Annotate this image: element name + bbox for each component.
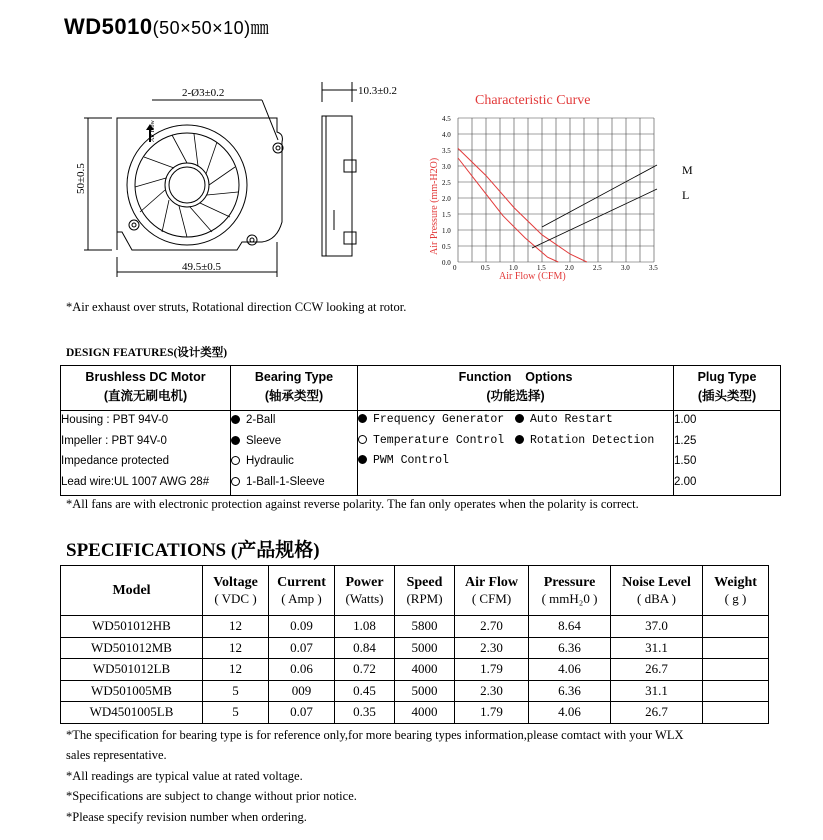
spec-col-header xyxy=(203,566,269,616)
spec-col-header xyxy=(455,566,529,616)
table-cell xyxy=(703,659,769,681)
width-dim-label: 49.5±0.5 xyxy=(182,261,222,273)
function-item: Temperature Control xyxy=(373,433,505,447)
change-notice-note: *Specifications are subject to change without prior notice. xyxy=(66,789,357,803)
table-cell: 26.7 xyxy=(611,659,703,681)
bearing-item: Sleeve xyxy=(246,434,282,447)
motor-item: Lead wire:UL 1007 AWG 28# xyxy=(61,475,210,488)
table-cell: 5000 xyxy=(395,680,455,702)
product-title xyxy=(64,14,269,40)
plug-item: 1.25 xyxy=(674,434,697,447)
function-header-cn: (功能选择) xyxy=(486,389,545,403)
bearing-header-label: Bearing Type xyxy=(254,370,334,384)
y-tick-label: 2.5 xyxy=(442,179,451,187)
spec-col-name: Air Flow xyxy=(464,574,518,590)
table-cell: WD501012HB xyxy=(61,616,203,638)
airflow-label: Air Flow xyxy=(150,120,156,142)
table-cell: 31.1 xyxy=(611,637,703,659)
table-cell: 0.45 xyxy=(335,680,395,702)
fan-side-drawing xyxy=(312,80,422,270)
table-cell: 0.06 xyxy=(269,659,335,681)
table-cell xyxy=(703,616,769,638)
filled-bullet-icon xyxy=(515,435,524,444)
table-cell: 37.0 xyxy=(611,616,703,638)
spec-col-name: Model xyxy=(112,582,151,598)
hollow-bullet-icon xyxy=(358,435,367,444)
air-exhaust-note: *Air exhaust over struts, Rotational direction CCW looking at rotor. xyxy=(66,300,407,314)
table-cell: 0.35 xyxy=(335,702,395,724)
table-row xyxy=(61,702,769,724)
hollow-bullet-icon xyxy=(231,456,240,465)
table-cell: WD501005MB xyxy=(61,680,203,702)
bearing-reference-note-cont: sales representative. xyxy=(66,748,167,762)
table-cell: 0.72 xyxy=(335,659,395,681)
motor-cell xyxy=(61,411,231,496)
characteristic-curve-chart xyxy=(425,85,705,285)
table-cell: 4000 xyxy=(395,702,455,724)
table-cell: 009 xyxy=(269,680,335,702)
filled-bullet-icon xyxy=(358,455,367,464)
spec-col-unit: (RPM) xyxy=(406,590,443,606)
series-line-m xyxy=(458,148,587,262)
table-row xyxy=(61,616,769,638)
y-tick-label: 3.5 xyxy=(442,147,451,155)
spec-col-unit: ( CFM) xyxy=(471,590,512,606)
motor-item: Impeller : PBT 94V-0 xyxy=(61,434,167,447)
spec-col-header xyxy=(269,566,335,616)
spec-col-header xyxy=(61,566,203,616)
plug-item: 2.00 xyxy=(674,475,697,488)
table-cell: 0.09 xyxy=(269,616,335,638)
design-features-table xyxy=(60,365,781,496)
plug-item: 1.00 xyxy=(674,414,697,426)
table-cell: 5000 xyxy=(395,637,455,659)
y-tick-label: 0.0 xyxy=(442,259,451,267)
table-cell: 1.08 xyxy=(335,616,395,638)
motor-item: Housing : PBT 94V-0 xyxy=(61,414,169,426)
function-item: Rotation Detection xyxy=(530,433,655,447)
bearing-cell xyxy=(231,411,358,496)
filled-bullet-icon xyxy=(515,414,524,423)
y-tick-label: 3.0 xyxy=(442,163,451,171)
motor-header xyxy=(61,366,231,411)
x-tick-label: 2.0 xyxy=(565,264,574,272)
model-name: WD5010 xyxy=(64,14,153,39)
filled-bullet-icon xyxy=(231,415,240,424)
bearing-item: Hydraulic xyxy=(246,455,294,467)
table-row xyxy=(61,659,769,681)
fan-front-drawing xyxy=(72,82,292,282)
table-cell: 4.06 xyxy=(529,659,611,681)
revision-note: *Please specify revision number when ordering. xyxy=(66,810,307,824)
table-cell: 12 xyxy=(203,637,269,659)
bearing-header-cn: (轴承类型) xyxy=(264,389,324,403)
y-tick-label: 1.5 xyxy=(442,211,451,219)
table-cell: 6.36 xyxy=(529,680,611,702)
table-row xyxy=(61,680,769,702)
table-cell: 2.30 xyxy=(455,680,529,702)
readings-note: *All readings are typical value at rated voltage. xyxy=(66,769,303,783)
series-label-m: M xyxy=(682,163,693,177)
specifications-heading: SPECIFICATIONS (产品规格) xyxy=(66,540,320,561)
plug-cell xyxy=(674,411,781,496)
table-cell: 4000 xyxy=(395,659,455,681)
spec-col-name: Weight xyxy=(714,574,757,590)
spec-col-name: Pressure xyxy=(543,574,596,590)
spec-col-unit: ( Amp ) xyxy=(281,590,322,606)
y-tick-label: 4.0 xyxy=(442,131,451,139)
y-tick-label: 0.5 xyxy=(442,243,451,251)
y-tick-label: 1.0 xyxy=(442,227,451,235)
spec-col-unit: ( mmH₂0 ) xyxy=(541,590,598,606)
function-item: PWM Control xyxy=(373,454,449,467)
table-cell: 12 xyxy=(203,616,269,638)
x-tick-label: 3.5 xyxy=(649,264,658,272)
spec-col-name: Speed xyxy=(406,574,443,590)
series-label-l: L xyxy=(682,188,690,202)
chart-origin-label: 0 xyxy=(453,264,457,272)
table-cell: 31.1 xyxy=(611,680,703,702)
function-item: Frequency Generator xyxy=(373,413,505,426)
spec-col-unit: ( VDC ) xyxy=(214,590,257,606)
plug-header xyxy=(674,366,781,411)
height-dim-label: 50±0.5 xyxy=(75,163,87,194)
table-cell: 1.79 xyxy=(455,659,529,681)
function-header-label: Function Options xyxy=(458,370,573,384)
table-cell: 5 xyxy=(203,702,269,724)
model-dimensions: (50×50×10)㎜ xyxy=(152,18,270,38)
table-cell: 4.06 xyxy=(529,702,611,724)
series-line-l xyxy=(458,158,558,262)
polarity-note: *All fans are with electronic protection against reverse polarity. The fan only operates when the polarity is correct. xyxy=(66,497,639,511)
bearing-item: 2-Ball xyxy=(246,414,276,426)
table-cell: 1.79 xyxy=(455,702,529,724)
table-cell: 0.84 xyxy=(335,637,395,659)
chart-title: Characteristic Curve xyxy=(475,93,591,108)
table-cell: 5800 xyxy=(395,616,455,638)
spec-col-unit: ( dBA ) xyxy=(637,590,676,606)
x-tick-label: 1.0 xyxy=(509,264,518,272)
y-tick-label: 4.5 xyxy=(442,115,451,123)
filled-bullet-icon xyxy=(231,436,240,445)
hollow-bullet-icon xyxy=(231,477,240,486)
spec-col-name: Power xyxy=(345,574,384,590)
y-tick-label: 2.0 xyxy=(442,195,451,203)
bearing-header xyxy=(231,366,358,411)
table-cell xyxy=(703,680,769,702)
motor-header-label: Brushless DC Motor xyxy=(85,370,206,384)
plug-header-cn: (插头类型) xyxy=(697,389,757,403)
motor-header-cn: (直流无刷电机) xyxy=(103,389,188,403)
x-tick-label: 2.5 xyxy=(593,264,602,272)
function-header xyxy=(358,366,674,411)
table-cell: WD501012MB xyxy=(61,637,203,659)
table-cell: 2.70 xyxy=(455,616,529,638)
spec-col-header xyxy=(611,566,703,616)
x-tick-label: 1.5 xyxy=(537,264,546,272)
table-cell: 26.7 xyxy=(611,702,703,724)
design-features-heading: DESIGN FEATURES(设计类型) xyxy=(66,347,228,359)
chart-xlabel: Air Flow (CFM) xyxy=(499,271,566,282)
spec-col-name: Noise Level xyxy=(622,574,691,590)
spec-col-unit: ( g ) xyxy=(724,590,747,606)
plug-header-label: Plug Type xyxy=(697,370,757,384)
spec-col-name: Current xyxy=(277,574,326,590)
specifications-table xyxy=(60,565,769,724)
table-row xyxy=(61,637,769,659)
spec-col-header xyxy=(529,566,611,616)
table-cell: 0.07 xyxy=(269,637,335,659)
table-cell: 6.36 xyxy=(529,637,611,659)
function-cell xyxy=(358,411,674,496)
spec-col-header xyxy=(703,566,769,616)
depth-dim-label: 10.3±0.2 xyxy=(358,85,398,97)
table-cell: 12 xyxy=(203,659,269,681)
spec-col-header xyxy=(395,566,455,616)
hole-dim-label: 2-Ø3±0.2 xyxy=(182,87,225,99)
plug-item: 1.50 xyxy=(674,455,697,467)
table-cell: WD4501005LB xyxy=(61,702,203,724)
spec-col-header xyxy=(335,566,395,616)
table-cell xyxy=(703,637,769,659)
table-cell: 5 xyxy=(203,680,269,702)
x-tick-label: 3.0 xyxy=(621,264,630,272)
filled-bullet-icon xyxy=(358,414,367,423)
x-tick-label: 0.5 xyxy=(481,264,490,272)
table-cell: WD501012LB xyxy=(61,659,203,681)
bearing-item: 1-Ball-1-Sleeve xyxy=(246,475,325,488)
table-cell: 0.07 xyxy=(269,702,335,724)
function-item: Auto Restart xyxy=(530,413,613,426)
table-cell xyxy=(703,702,769,724)
spec-col-name: Voltage xyxy=(213,574,258,590)
table-cell: 2.30 xyxy=(455,637,529,659)
bearing-reference-note: *The specification for bearing type is for reference only,for more bearing types information,please comtact with your WLX xyxy=(66,728,684,742)
spec-col-unit: (Watts) xyxy=(345,590,384,606)
chart-ylabel: Air Pressure (mm-H2O) xyxy=(429,157,440,255)
table-cell: 8.64 xyxy=(529,616,611,638)
motor-item: Impedance protected xyxy=(61,455,170,467)
